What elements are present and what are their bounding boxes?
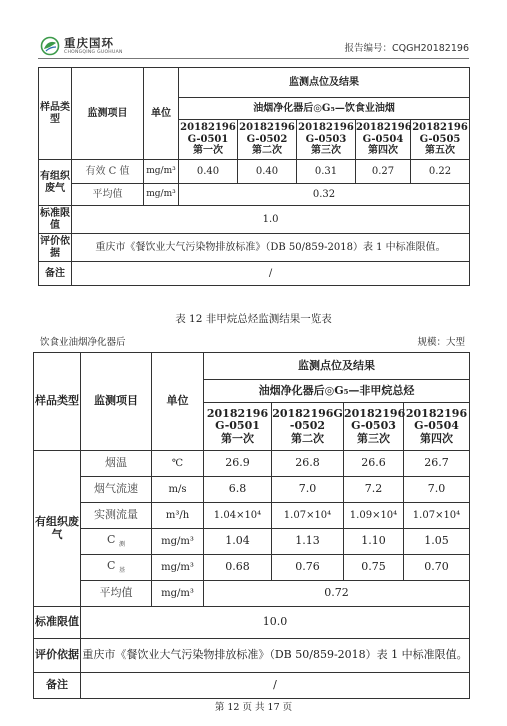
item-label: 平均值 (72, 184, 144, 206)
item-label: 实测流量 (81, 503, 152, 529)
value-cell: 0.70 (404, 555, 470, 581)
value-cell: 0.40 (179, 160, 238, 184)
unit-label: mg/m³ (144, 184, 179, 206)
value-cell: 1.10 (344, 529, 404, 555)
note-value: / (72, 262, 470, 286)
value-cell: 0.40 (238, 160, 297, 184)
basis-value: 重庆市《餐饮业大气污染物排放标准》（DB 50/859-2018）表 1 中标准限值。 (81, 639, 470, 673)
item-label: 烟温 (81, 451, 152, 477)
value-cell: 1.07×10⁴ (404, 503, 470, 529)
location-label: 油烟净化器后◎G₅—饮食业油烟 (179, 98, 470, 120)
header-sample-type: 样品类型 (39, 68, 72, 160)
header-points: 监测点位及结果 (204, 353, 470, 380)
header-sample-type: 样品类型 (34, 353, 81, 451)
scale-label: 规模：大型 (417, 337, 465, 348)
header-unit: 单位 (152, 353, 204, 451)
sample-header: 20182196 G-0503 第三次 (297, 120, 356, 160)
value-cell: 1.04 (204, 529, 272, 555)
value-cell: 26.6 (344, 451, 404, 477)
unit-label: ℃ (152, 451, 204, 477)
sample-header: 20182196 G-0501 第一次 (204, 403, 272, 451)
unit-label: m³/h (152, 503, 204, 529)
unit-label: mg/m³ (152, 529, 204, 555)
value-cell: 0.75 (344, 555, 404, 581)
sample-header: 20182196 G-0504 第四次 (404, 403, 470, 451)
oil-fume-table (38, 67, 470, 286)
value-cell: 26.8 (272, 451, 344, 477)
unit-label: mg/m³ (144, 160, 179, 184)
header-unit: 单位 (144, 68, 179, 160)
nmhc-table (33, 352, 470, 699)
sample-header: 20182196G -0502 第二次 (272, 403, 344, 451)
value-cell: 0.68 (204, 555, 272, 581)
note-label: 备注 (39, 262, 72, 286)
basis-label: 评价依据 (34, 639, 81, 673)
sample-header: 20182196 G-0501 第一次 (179, 120, 238, 160)
value-cell: 1.04×10⁴ (204, 503, 272, 529)
company-name-en: CHONGQING GUOHUAN (64, 50, 123, 55)
header-item: 监测项目 (81, 353, 152, 451)
value-cell: 26.9 (204, 451, 272, 477)
sampling-location: 饮食业油烟净化器后 (40, 337, 126, 348)
item-label: 烟气流速 (81, 477, 152, 503)
value-cell: 7.2 (344, 477, 404, 503)
note-label: 备注 (34, 673, 81, 699)
note-value: / (81, 673, 470, 699)
basis-value: 重庆市《餐饮业大气污染物排放标准》（DB 50/859-2018）表 1 中标准限值。 (72, 234, 470, 262)
sample-header: 20182196 G-0502 第二次 (238, 120, 297, 160)
value-cell: 1.05 (404, 529, 470, 555)
value-cell: 0.22 (411, 160, 470, 184)
header-rule (38, 58, 469, 59)
unit-label: mg/m³ (152, 555, 204, 581)
group-label: 有组织废气 (39, 160, 72, 206)
value-cell: 0.31 (297, 160, 356, 184)
value-cell: 1.07×10⁴ (272, 503, 344, 529)
leaf-logo-icon (40, 36, 60, 56)
location-label: 油烟净化器后◎G₅—非甲烷总烃 (204, 380, 470, 403)
sample-header: 20182196 G-0503 第三次 (344, 403, 404, 451)
sample-header: 20182196 G-0505 第五次 (411, 120, 470, 160)
value-cell: 0.76 (272, 555, 344, 581)
unit-label: mg/m³ (152, 581, 204, 607)
item-label: 平均值 (81, 581, 152, 607)
value-cell: 0.27 (356, 160, 411, 184)
average-value: 0.32 (179, 184, 470, 206)
value-cell: 6.8 (204, 477, 272, 503)
header-item: 监测项目 (72, 68, 144, 160)
standard-label: 标准限值 (39, 206, 72, 234)
value-cell: 1.09×10⁴ (344, 503, 404, 529)
standard-value: 1.0 (72, 206, 470, 234)
group-label: 有组织废气 (34, 451, 81, 607)
basis-label: 评价依据 (39, 234, 72, 262)
sample-header: 20182196 G-0504 第四次 (356, 120, 411, 160)
item-label: 有效 C 值 (72, 160, 144, 184)
page-footer: 第 12 页 共 17 页 (214, 702, 293, 713)
average-value: 0.72 (204, 581, 470, 607)
unit-label: m/s (152, 477, 204, 503)
value-cell: 7.0 (272, 477, 344, 503)
standard-label: 标准限值 (34, 607, 81, 639)
value-cell: 26.7 (404, 451, 470, 477)
item-label: C $_基$ (81, 555, 152, 581)
value-cell: 7.0 (404, 477, 470, 503)
table-caption: 表 12 非甲烷总烃监测结果一览表 (175, 313, 332, 325)
item-label: C $_测$ (81, 529, 152, 555)
company-name-cn: 重庆国环 (64, 36, 114, 50)
header-points: 监测点位及结果 (179, 68, 470, 98)
value-cell: 1.13 (272, 529, 344, 555)
standard-value: 10.0 (81, 607, 470, 639)
report-number: 报告编号：CQGH20182196 (344, 43, 469, 54)
page-header (0, 0, 507, 60)
